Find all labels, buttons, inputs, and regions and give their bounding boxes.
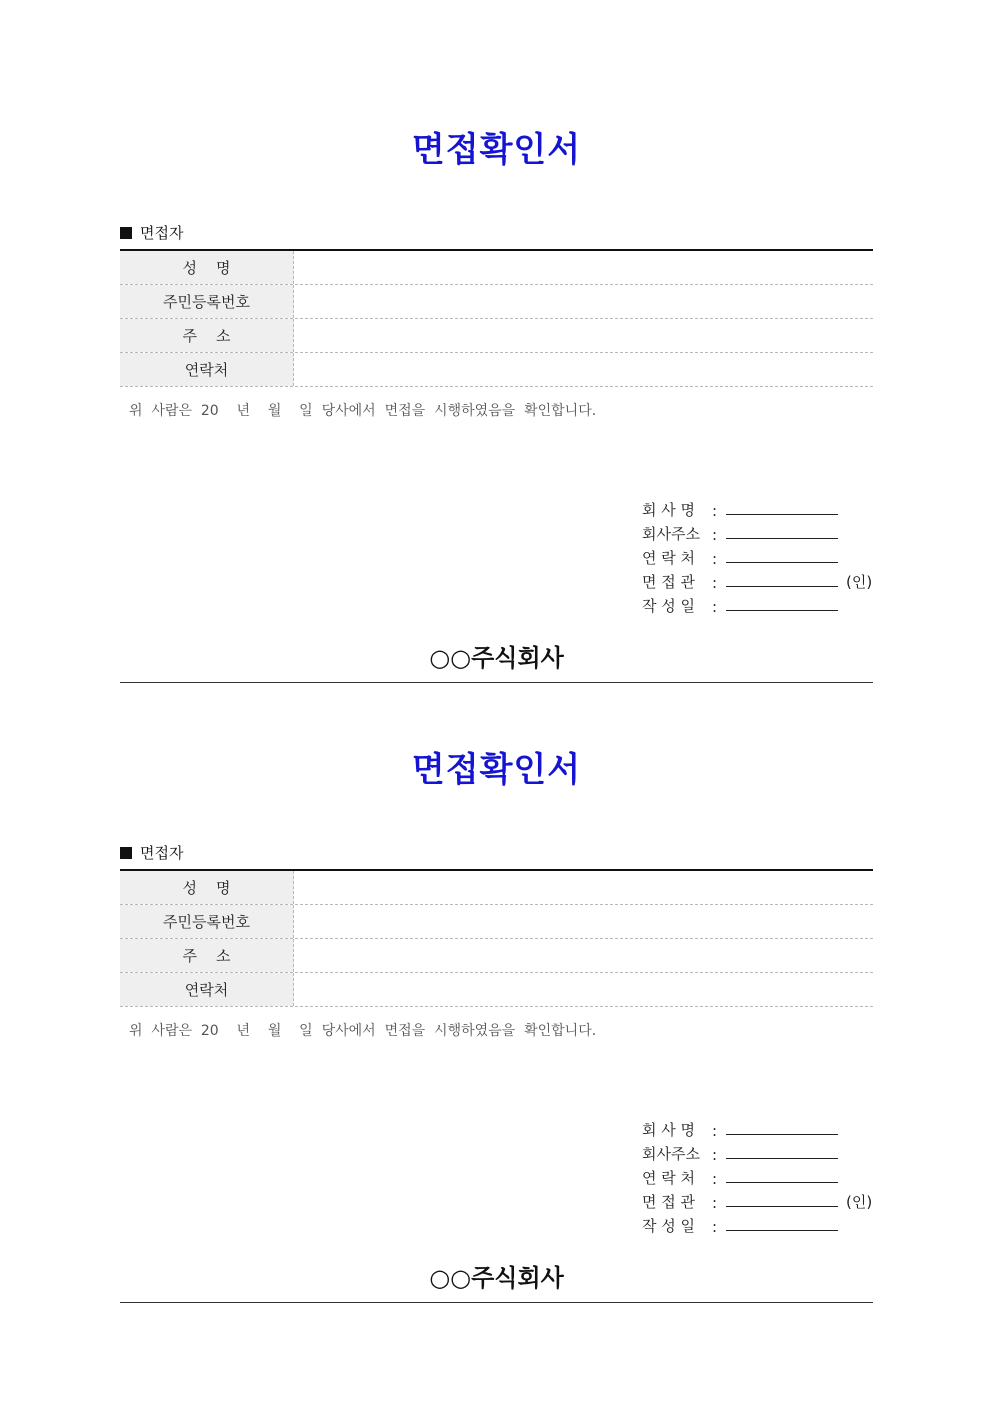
field-label-id-number: 주민등록번호 (120, 905, 294, 938)
signature-label: 연 락 처 (642, 549, 696, 567)
signature-colon: : (712, 1146, 718, 1164)
confirmation-sentence: 위 사람은 20 년 월 일 당사에서 면접을 시행하였음을 확인합니다. (129, 403, 597, 419)
field-label-id-number: 주민등록번호 (120, 285, 294, 318)
signature-line-date (642, 592, 872, 616)
field-value-contact[interactable] (294, 973, 873, 1006)
signature-blank[interactable] (726, 525, 838, 539)
signature-line-company (642, 496, 872, 520)
interview-confirmation-form (120, 0, 873, 672)
table-row (120, 353, 873, 387)
signature-blank[interactable] (726, 1121, 838, 1135)
signature-line-contact (642, 1164, 872, 1188)
field-label-name: 성 명 (120, 871, 294, 904)
section-heading (120, 222, 183, 243)
applicant-table (120, 869, 873, 1007)
applicant-table (120, 249, 873, 387)
section-heading (120, 842, 183, 863)
signature-colon: : (712, 1218, 718, 1236)
table-row (120, 251, 873, 285)
signature-label: 작 성 일 (642, 597, 696, 615)
signature-colon: : (712, 502, 718, 520)
signature-label: 연 락 처 (642, 1169, 696, 1187)
signature-label: 작 성 일 (642, 1217, 696, 1235)
signature-label: 면 접 관 (642, 1193, 696, 1211)
signature-label: 회사주소 (642, 525, 700, 543)
table-row (120, 285, 873, 319)
signature-block (642, 1116, 872, 1236)
form-title: 면접확인서 (411, 750, 582, 790)
signature-line-date (642, 1212, 872, 1236)
field-value-name[interactable] (294, 871, 873, 904)
signature-line-interviewer (642, 1188, 872, 1212)
signature-line-interviewer (642, 568, 872, 592)
signature-blank[interactable] (726, 1217, 838, 1231)
square-bullet-icon (120, 847, 132, 859)
field-label-address: 주 소 (120, 939, 294, 972)
field-value-address[interactable] (294, 939, 873, 972)
signature-blank[interactable] (726, 573, 838, 587)
signature-label: 회 사 명 (642, 501, 696, 519)
divider (120, 1302, 873, 1303)
signature-label: 회사주소 (642, 1145, 700, 1163)
company-name: ○○주식회사 (429, 644, 564, 672)
signature-label: 회 사 명 (642, 1121, 696, 1139)
square-bullet-icon (120, 227, 132, 239)
signature-colon: : (712, 1122, 718, 1140)
section-label: 면접자 (140, 844, 184, 862)
table-row (120, 905, 873, 939)
signature-colon: : (712, 574, 718, 592)
field-value-name[interactable] (294, 251, 873, 284)
signature-block (642, 496, 872, 616)
signature-colon: : (712, 1170, 718, 1188)
field-value-id-number[interactable] (294, 905, 873, 938)
signature-blank[interactable] (726, 1145, 838, 1159)
signature-colon: : (712, 1194, 718, 1212)
section-label: 면접자 (140, 224, 184, 242)
signature-colon: : (712, 550, 718, 568)
field-value-address[interactable] (294, 319, 873, 352)
field-label-contact: 연락처 (120, 353, 294, 386)
table-row (120, 871, 873, 905)
confirmation-sentence: 위 사람은 20 년 월 일 당사에서 면접을 시행하였음을 확인합니다. (129, 1023, 597, 1039)
seal-mark: (인) (846, 573, 873, 591)
interview-confirmation-form (120, 620, 873, 1292)
form-title: 면접확인서 (411, 130, 582, 170)
signature-blank[interactable] (726, 501, 838, 515)
table-row (120, 973, 873, 1007)
signature-label: 면 접 관 (642, 573, 696, 591)
field-value-contact[interactable] (294, 353, 873, 386)
signature-blank[interactable] (726, 1169, 838, 1183)
table-row (120, 939, 873, 973)
signature-blank[interactable] (726, 1193, 838, 1207)
field-value-id-number[interactable] (294, 285, 873, 318)
field-label-name: 성 명 (120, 251, 294, 284)
signature-line-company-address (642, 1140, 872, 1164)
signature-line-company-address (642, 520, 872, 544)
field-label-address: 주 소 (120, 319, 294, 352)
company-name: ○○주식회사 (429, 1264, 564, 1292)
signature-colon: : (712, 526, 718, 544)
field-label-contact: 연락처 (120, 973, 294, 1006)
table-row (120, 319, 873, 353)
seal-mark: (인) (846, 1193, 873, 1211)
signature-line-company (642, 1116, 872, 1140)
signature-line-contact (642, 544, 872, 568)
signature-blank[interactable] (726, 597, 838, 611)
signature-colon: : (712, 598, 718, 616)
signature-blank[interactable] (726, 549, 838, 563)
